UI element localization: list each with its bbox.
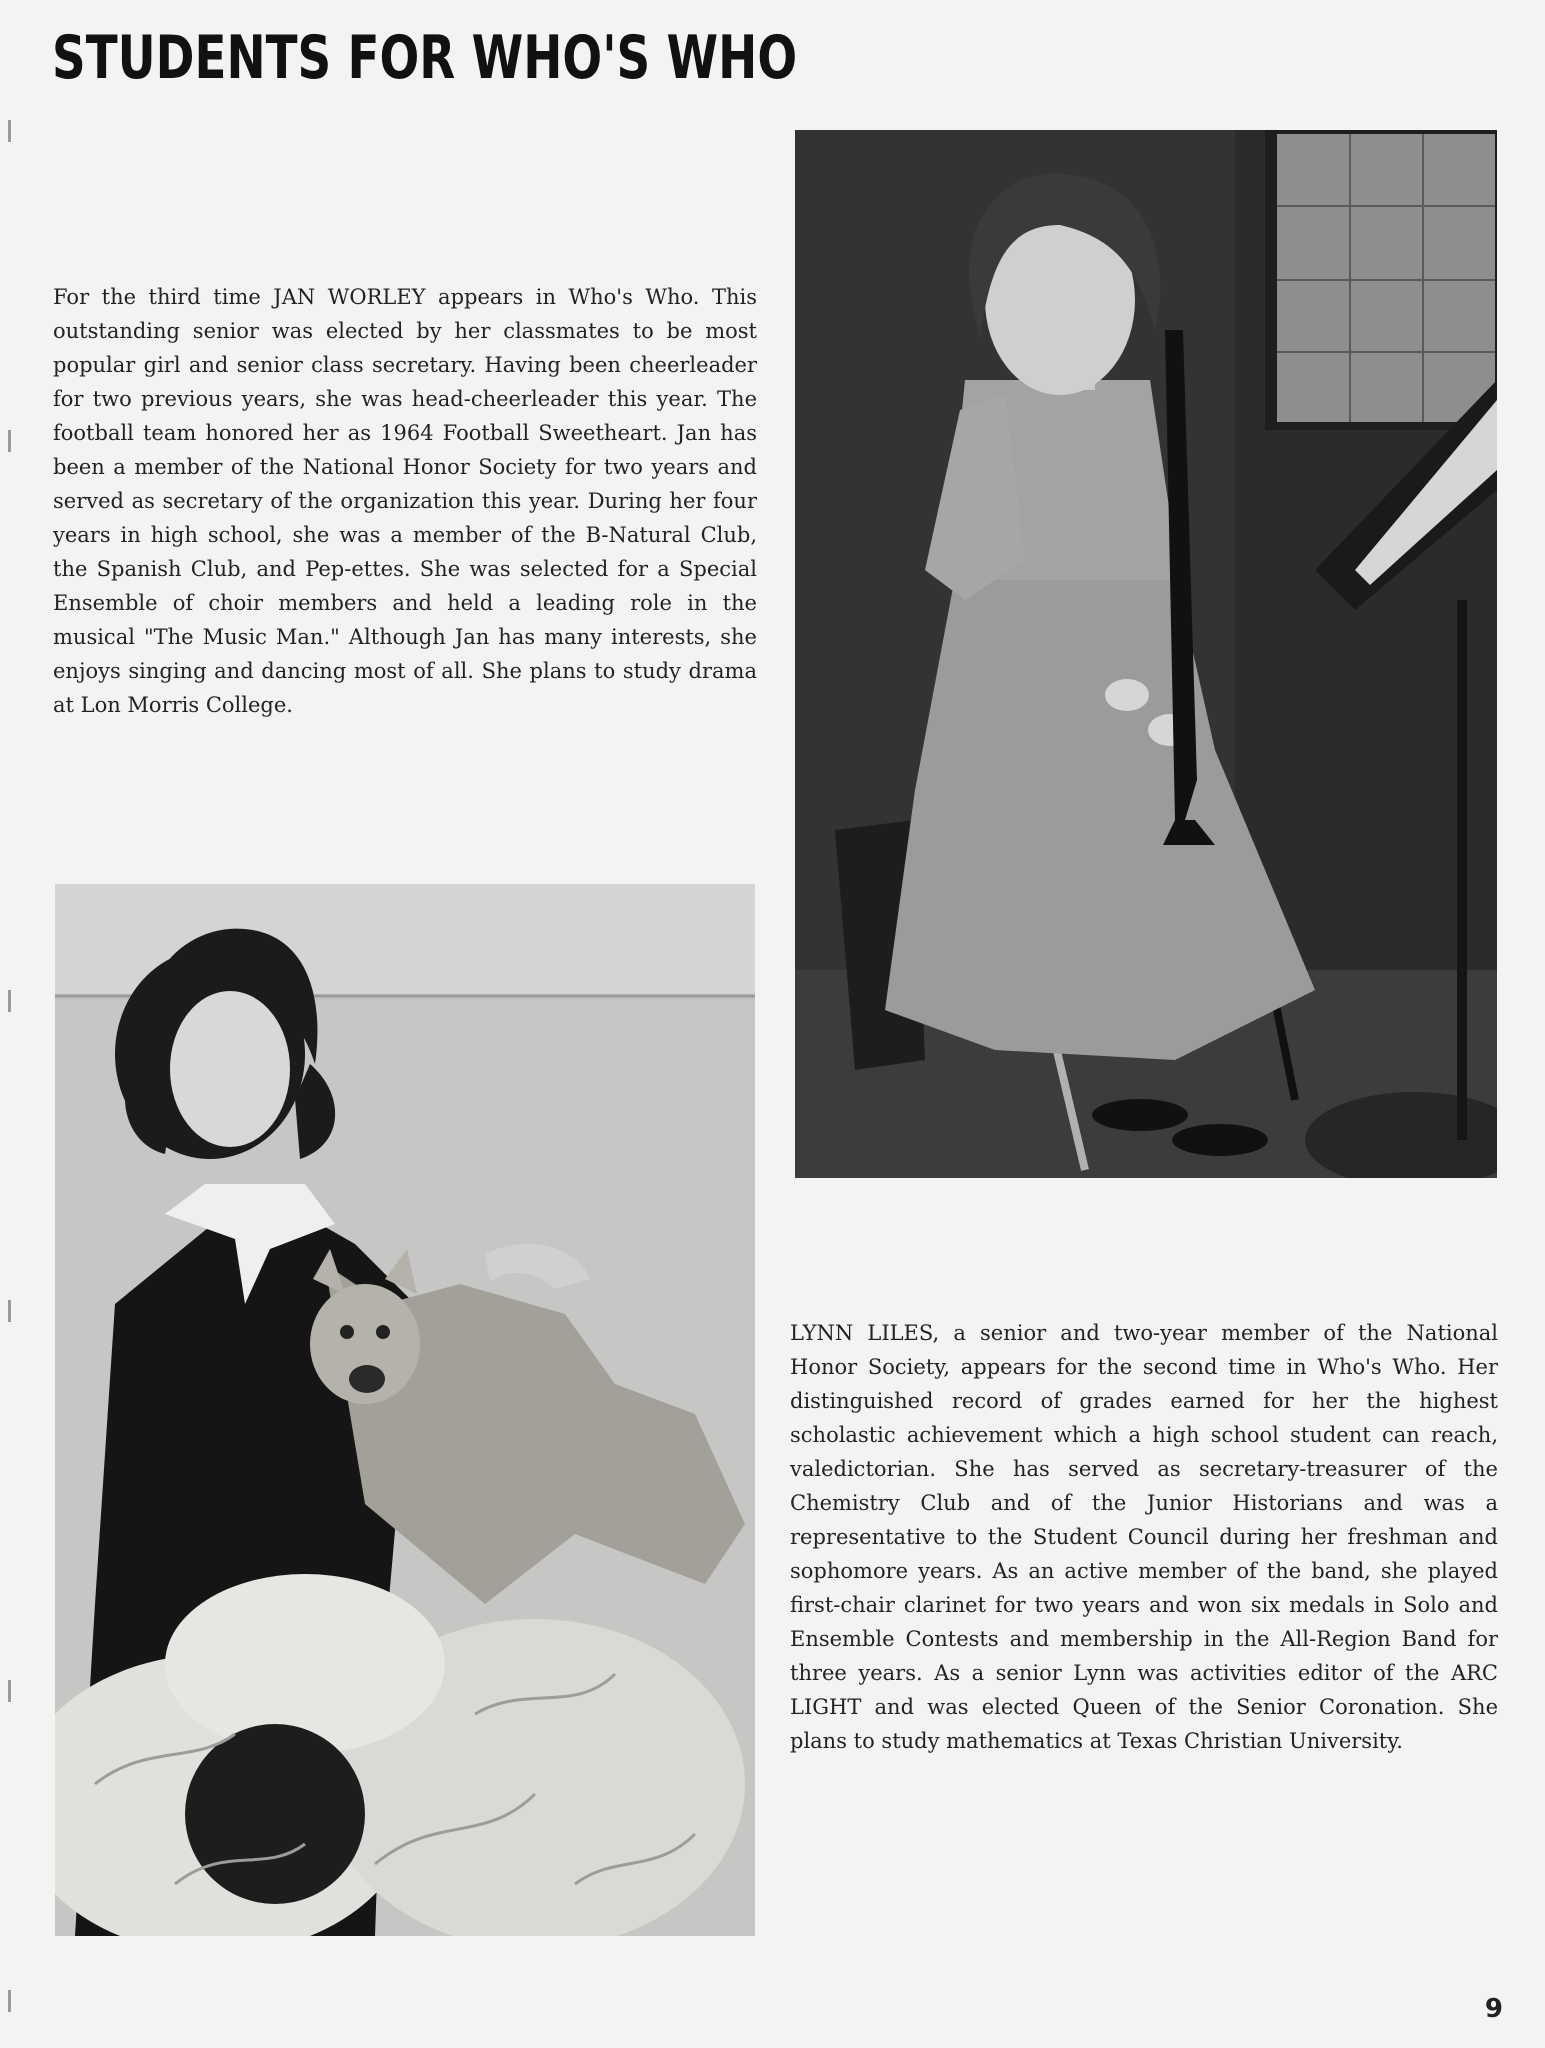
bobcat-photo-illustration [55, 884, 755, 1936]
binding-mark [8, 1680, 11, 1702]
lynn-liles-clarinet-photo [795, 130, 1497, 1178]
clarinet-photo-illustration [795, 130, 1497, 1178]
binding-mark [8, 1990, 11, 2012]
binding-mark [8, 990, 11, 1012]
lynn-liles-bio: LYNN LILES, a senior and two-year member of the National Honor Society, appears for the second time in Who's Who. Her distinguished record of grades earned for her the highest scholastic achievement which a high school student can reach, valedictorian. She has served as secretary-treasurer of the Chemistry Club and of the Junior Historians and was a representative to the Student Council during her freshman and sophomore years. As an active member of the band, she played first-chair clarinet for two years and won six medals in Solo and Ensemble Contests and membership in the All-Region Band for three years. As a senior Lynn was activities editor of the ARC LIGHT and was elected Queen of the Senior Coronation. She plans to study mathematics at Texas Christian University. [790, 1321, 1498, 1753]
page-number: 9 [1484, 1994, 1503, 2024]
page-title: STUDENTS FOR WHO'S WHO [52, 23, 798, 93]
binding-mark [8, 1300, 11, 1322]
binding-mark [8, 430, 11, 452]
jan-worley-bobcat-photo [55, 884, 755, 1936]
binding-mark [8, 120, 11, 142]
jan-worley-bio: For the third time JAN WORLEY appears in Who's Who. This outstanding senior was elected by her classmates to be most popular girl and senior class secretary. Having been cheerleader for two previous years, she was head-cheerleader this year. The football team honored her as 1964 Football Sweetheart. Jan has been a member of the National Honor Society for two years and served as secretary of the organization this year. During her four years in high school, she was a member of the B-Natural Club, the Spanish Club, and Pep-ettes. She was selected for a Special Ensemble of choir members and held a leading role in the musical "The Music Man." Although Jan has many interests, she enjoys singing and dancing most of all. She plans to study drama at Lon Morris College. [53, 285, 757, 717]
